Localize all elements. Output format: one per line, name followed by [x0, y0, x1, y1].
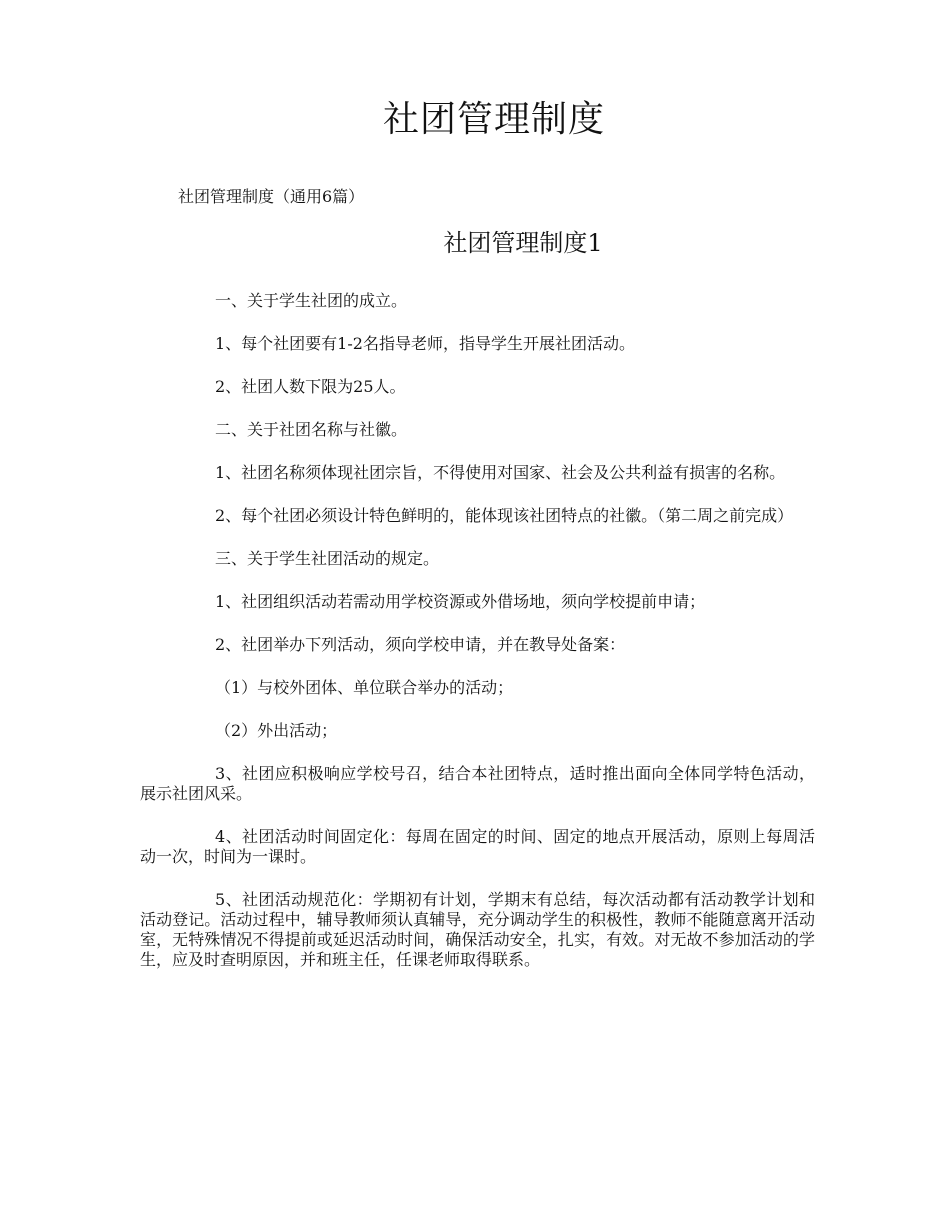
paragraph-joint-activity: （1）与校外团体、单位联合举办的活动；	[215, 678, 514, 697]
paragraph-outing-activity: （2）外出活动；	[215, 721, 338, 740]
paragraph-activity-registration: 2、社团举办下列活动，须向学校申请，并在教导处备案：	[215, 635, 626, 654]
paragraph-club-emblem-rule: 2、每个社团必须设计特色鲜明的，能体现该社团特点的社徽。（第二周之前完成）	[215, 506, 794, 525]
paragraph-section-2-heading: 二、关于社团名称与社徽。	[215, 420, 408, 439]
paragraph-member-minimum: 2、社团人数下限为25人。	[215, 377, 406, 396]
paragraph-section-3-heading: 三、关于学生社团活动的规定。	[215, 549, 440, 568]
paragraph-section-1-heading: 一、关于学生社团的成立。	[215, 291, 408, 310]
paragraph-school-call-response: 3、社团应积极响应学校号召，结合本社团特点，适时推出面向全体同学特色活动，展示社团风采。	[140, 764, 815, 803]
paragraph-advisor-requirement: 1、每个社团要有1-2名指导老师，指导学生开展社团活动。	[215, 334, 635, 353]
section-heading: 社团管理制度1	[443, 229, 603, 257]
document-body	[140, 291, 815, 993]
paragraph-club-name-rule: 1、社团名称须体现社团宗旨，不得使用对国家、社会及公共利益有损害的名称。	[215, 463, 786, 482]
paragraph-standardization: 5、社团活动规范化：学期初有计划，学期末有总结，每次活动都有活动教学计划和活动登记。活动过程中，辅导教师须认真辅导，充分调动学生的积极性，教师不能随意离开活动室，无特殊情况不得提前或延迟活动时间，确保活动安全，扎实，有效。对无故不参加活动的学生，应及时查明原因，并和班主任，任课老师取得联系。	[140, 890, 815, 969]
document-subtitle: 社团管理制度（通用6篇）	[178, 187, 365, 206]
paragraph-resource-application: 1、社团组织活动若需动用学校资源或外借场地，须向学校提前申请；	[215, 592, 706, 611]
document-title: 社团管理制度	[382, 99, 605, 140]
paragraph-fixed-schedule: 4、社团活动时间固定化：每周在固定的时间、固定的地点开展活动，原则上每周活动一次，时间为一课时。	[140, 827, 815, 866]
